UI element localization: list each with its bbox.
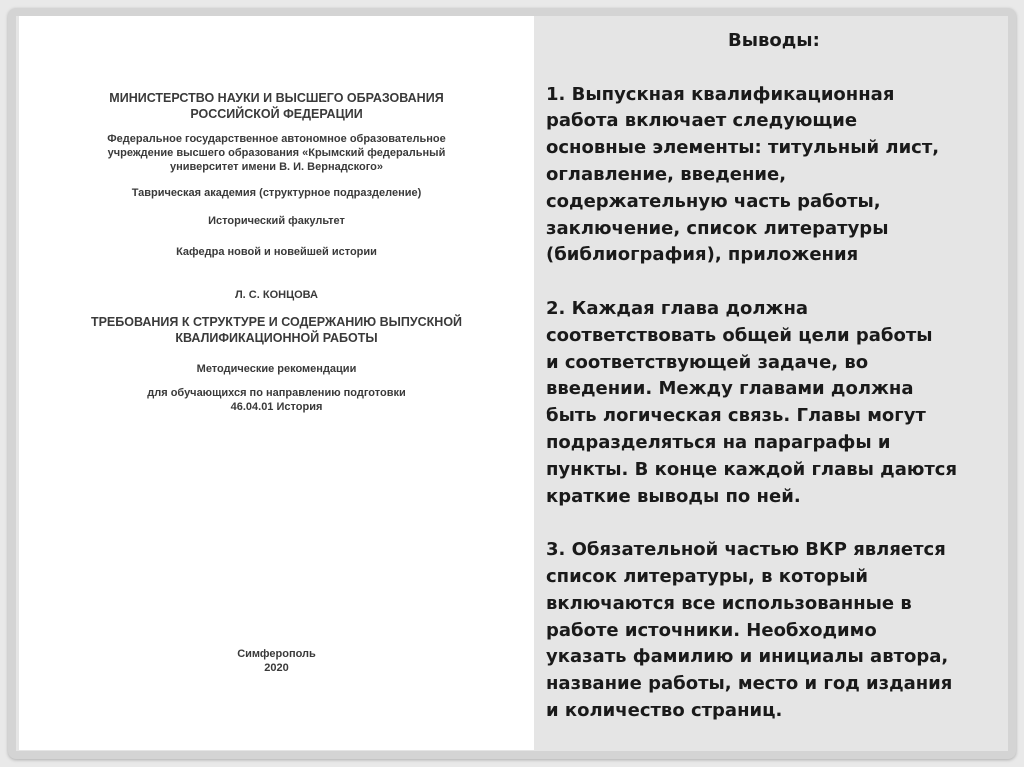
ministry-line: МИНИСТЕРСТВО НАУКИ И ВЫСШЕГО ОБРАЗОВАНИЯ bbox=[109, 91, 444, 105]
text-line: оглавление, введение, bbox=[546, 163, 787, 185]
text-line: работе источники. Необходимо bbox=[546, 619, 877, 641]
text-line: заключение, список литературы bbox=[546, 217, 889, 239]
text-line: название работы, место и год издания bbox=[546, 673, 953, 695]
text-line: введении. Между главами должна bbox=[546, 378, 914, 400]
text-line: 3. Обязательной частью ВКР является bbox=[546, 539, 946, 561]
faculty-line: Исторический факультет bbox=[208, 215, 345, 227]
year: 2020 bbox=[264, 662, 289, 674]
text-line: список литературы, в который bbox=[546, 565, 868, 587]
city-year-block bbox=[19, 647, 534, 675]
institution-block bbox=[19, 132, 534, 174]
title-page-image bbox=[19, 16, 534, 750]
text-line: (библиография), приложения bbox=[546, 244, 859, 266]
conclusion-item-1 bbox=[546, 82, 1006, 270]
text-line: пункты. В конце каждой главы даются bbox=[546, 458, 958, 480]
text-line: 2. Каждая глава должна bbox=[546, 297, 809, 319]
text-line: указать фамилию и инициалы автора, bbox=[546, 646, 949, 668]
text-line: быть логическая связь. Главы могут bbox=[546, 405, 926, 427]
ministry-block bbox=[19, 90, 534, 122]
conclusion-item-2 bbox=[546, 296, 1006, 510]
text-line: работа включает следующие bbox=[546, 110, 858, 132]
audience-block bbox=[19, 386, 534, 414]
text-line: основные элементы: титульный лист, bbox=[546, 137, 940, 159]
department-line: Кафедра новой и новейшей истории bbox=[176, 246, 377, 258]
conclusions-heading: Выводы: bbox=[728, 30, 820, 51]
text-line: подразделяться на параграфы и bbox=[546, 431, 891, 453]
document-type: Методические рекомендации bbox=[196, 363, 357, 375]
text-line: включаются все использованные в bbox=[546, 592, 912, 614]
conclusions-panel bbox=[546, 28, 1006, 725]
document-title-line: КВАЛИФИКАЦИОННОЙ РАБОТЫ bbox=[175, 331, 378, 345]
text-line: и соответствующей задаче, во bbox=[546, 351, 869, 373]
audience-line: для обучающихся по направлению подготовки bbox=[147, 387, 406, 399]
text-line: содержательную часть работы, bbox=[546, 190, 881, 212]
author-name: Л. С. КОНЦОВА bbox=[234, 289, 319, 301]
ministry-line: РОССИЙСКОЙ ФЕДЕРАЦИИ bbox=[190, 107, 363, 121]
text-line: краткие выводы по ней. bbox=[546, 485, 801, 507]
city: Симферополь bbox=[237, 648, 316, 660]
text-line: 1. Выпускная квалификационная bbox=[546, 83, 895, 105]
academy-line: Таврическая академия (структурное подразделение) bbox=[131, 187, 422, 199]
text-line: соответствовать общей цели работы bbox=[546, 324, 933, 346]
text-line: и количество страниц. bbox=[546, 699, 783, 721]
document-title-line: ТРЕБОВАНИЯ К СТРУКТУРЕ И СОДЕРЖАНИЮ ВЫПУСКНОЙ bbox=[90, 315, 463, 329]
document-title bbox=[19, 314, 534, 346]
institution-line: университет имени В. И. Вернадского» bbox=[169, 161, 384, 173]
institution-line: учреждение высшего образования «Крымский федеральный bbox=[107, 147, 446, 159]
conclusion-item-3 bbox=[546, 537, 1006, 725]
audience-line: 46.04.01 История bbox=[230, 401, 323, 413]
institution-line: Федеральное государственное автономное образовательное bbox=[107, 133, 446, 145]
